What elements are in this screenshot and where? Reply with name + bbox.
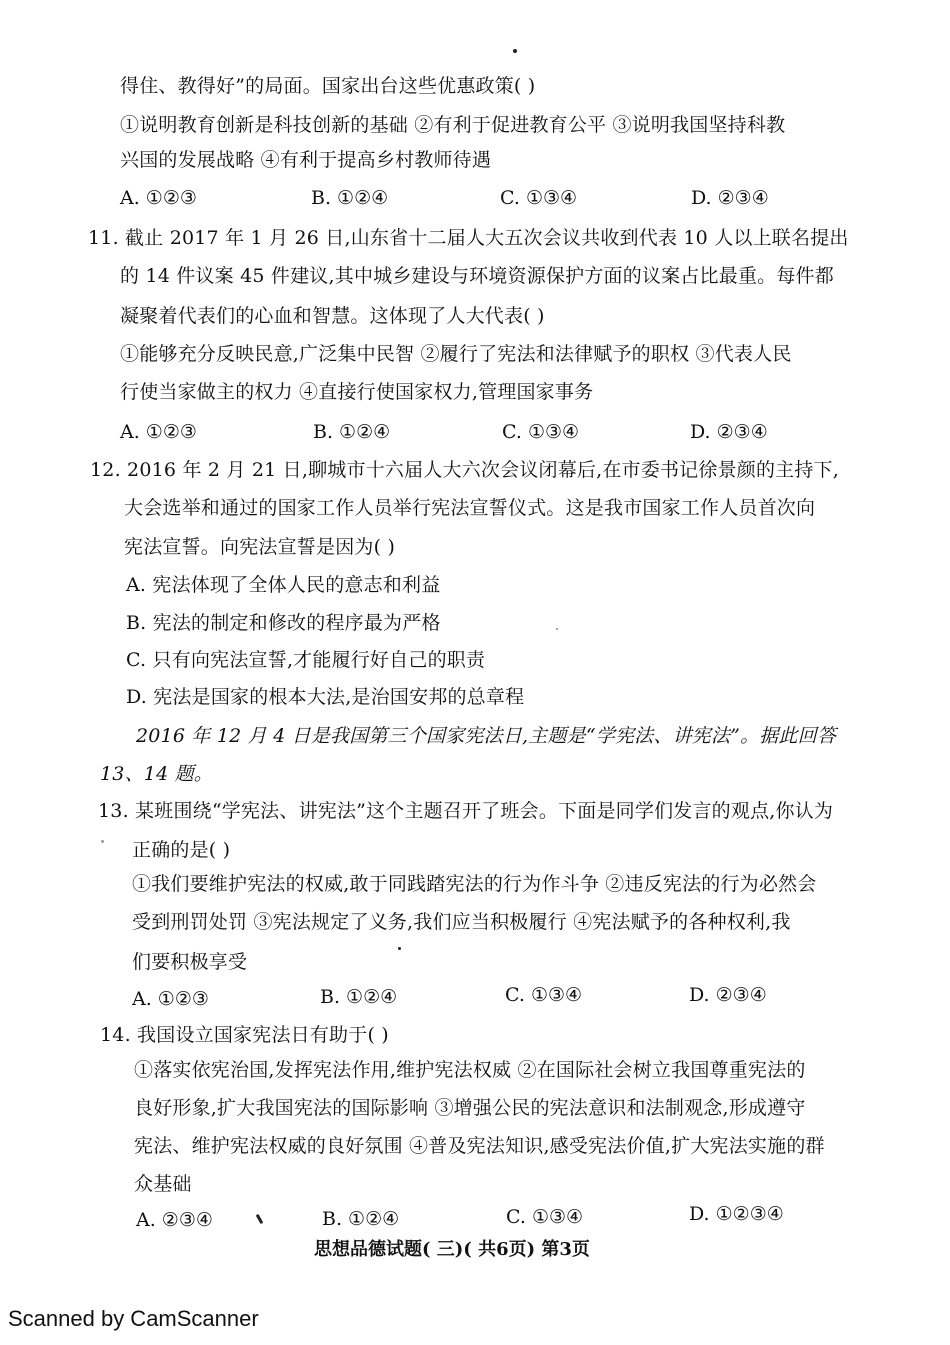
q13-stem-line: 13. 某班围绕“学宪法、讲宪法”这个主题召开了班会。下面是同学们发言的观点,你认为 (98, 800, 834, 822)
q14-option-a: A. ②③④ (136, 1209, 213, 1231)
q11-statement-line: ①能够充分反映民意,广泛集中民智 ②履行了宪法和法律赋予的职权 ③代表人民 (120, 343, 792, 365)
q11-statement-line: 行使当家做主的权力 ④直接行使国家权力,管理国家事务 (120, 381, 594, 403)
q12-option-c: C. 只有向宪法宣誓,才能履行好自己的职责 (126, 649, 486, 671)
q11-stem-line: 11. 截止 2017 年 1 月 26 日,山东省十二届人大五次会议共收到代表 10 人以上联名提出 (88, 227, 849, 249)
q13-option-b: B. ①②④ (320, 986, 398, 1008)
q12-stem-line: 12. 2016 年 2 月 21 日,聊城市十六届人大六次会议闭幕后,在市委书记徐景颜的主持下, (90, 459, 839, 481)
scan-speck (101, 840, 104, 843)
q12-stem-line: 大会选举和通过的国家工作人员举行宪法宣誓仪式。这是我市国家工作人员首次向 (124, 497, 816, 519)
q13-option-a: A. ①②③ (132, 988, 209, 1010)
q12-stem-line: 宪法宣誓。向宪法宣誓是因为( ) (124, 536, 396, 558)
q13-option-c: C. ①③④ (505, 984, 583, 1006)
q14-option-d: D. ①②③④ (689, 1203, 784, 1225)
scan-speck (513, 49, 517, 53)
intro-line: 13、14 题。 (100, 763, 213, 785)
q13-stem-line: 正确的是( ) (132, 839, 231, 861)
q11-option-a: A. ①②③ (120, 421, 197, 443)
q14-stem-line: 14. 我国设立国家宪法日有助于( ) (100, 1024, 389, 1046)
q13-statement-line: ①我们要维护宪法的权威,敢于同践踏宪法的行为作斗争 ②违反宪法的行为必然会 (132, 873, 817, 895)
scan-speck (256, 1214, 264, 1224)
q14-option-b: B. ①②④ (322, 1208, 400, 1230)
q14-option-c: C. ①③④ (506, 1206, 584, 1228)
q12-option-b: B. 宪法的制定和修改的程序最为严格 (126, 612, 441, 634)
page-footer: 思想品德试题( 三)( 共6页) 第3页 (314, 1239, 590, 1260)
q11-stem-line: 凝聚着代表们的心血和智慧。这体现了人大代表( ) (120, 305, 545, 327)
q12-option-a: A. 宪法体现了全体人民的意志和利益 (126, 574, 441, 596)
q14-statement-line: ①落实依宪治国,发挥宪法作用,维护宪法权威 ②在国际社会树立我国尊重宪法的 (134, 1059, 806, 1081)
q10-stem-line: 得住、教得好”的局面。国家出台这些优惠政策( ) (120, 75, 536, 97)
q10-option-d: D. ②③④ (691, 187, 769, 209)
q11-option-c: C. ①③④ (502, 421, 580, 443)
q13-statement-line: 受到刑罚处罚 ③宪法规定了义务,我们应当积极履行 ④宪法赋予的各种权利,我 (132, 911, 791, 933)
q10-option-c: C. ①③④ (500, 187, 578, 209)
q10-option-a: A. ①②③ (120, 187, 197, 209)
q14-statement-line: 良好形象,扩大我国宪法的国际影响 ③增强公民的宪法意识和法制观念,形成遵守 (134, 1097, 806, 1119)
scanner-watermark: Scanned by CamScanner (8, 1306, 259, 1331)
intro-line: 2016 年 12 月 4 日是我国第三个国家宪法日,主题是“学宪法、讲宪法”。据此回答 (136, 725, 837, 747)
q13-statement-line: 们要积极享受 (132, 951, 248, 973)
scan-speck (556, 628, 558, 630)
scan-speck (398, 947, 401, 950)
q11-stem-line: 的 14 件议案 45 件建议,其中城乡建设与环境资源保护方面的议案占比最重。每件都 (120, 265, 834, 287)
q10-statement-line: 兴国的发展战略 ④有利于提高乡村教师待遇 (120, 149, 492, 171)
q11-option-b: B. ①②④ (313, 421, 391, 443)
q13-option-d: D. ②③④ (689, 984, 767, 1006)
q12-option-d: D. 宪法是国家的根本大法,是治国安邦的总章程 (126, 686, 525, 708)
q10-option-b: B. ①②④ (311, 187, 389, 209)
q11-option-d: D. ②③④ (690, 421, 768, 443)
q10-statement-line: ①说明教育创新是科技创新的基础 ②有利于促进教育公平 ③说明我国坚持科教 (120, 114, 786, 136)
q14-statement-line: 众基础 (134, 1173, 192, 1195)
q14-statement-line: 宪法、维护宪法权威的良好氛围 ④普及宪法知识,感受宪法价值,扩大宪法实施的群 (134, 1135, 825, 1157)
